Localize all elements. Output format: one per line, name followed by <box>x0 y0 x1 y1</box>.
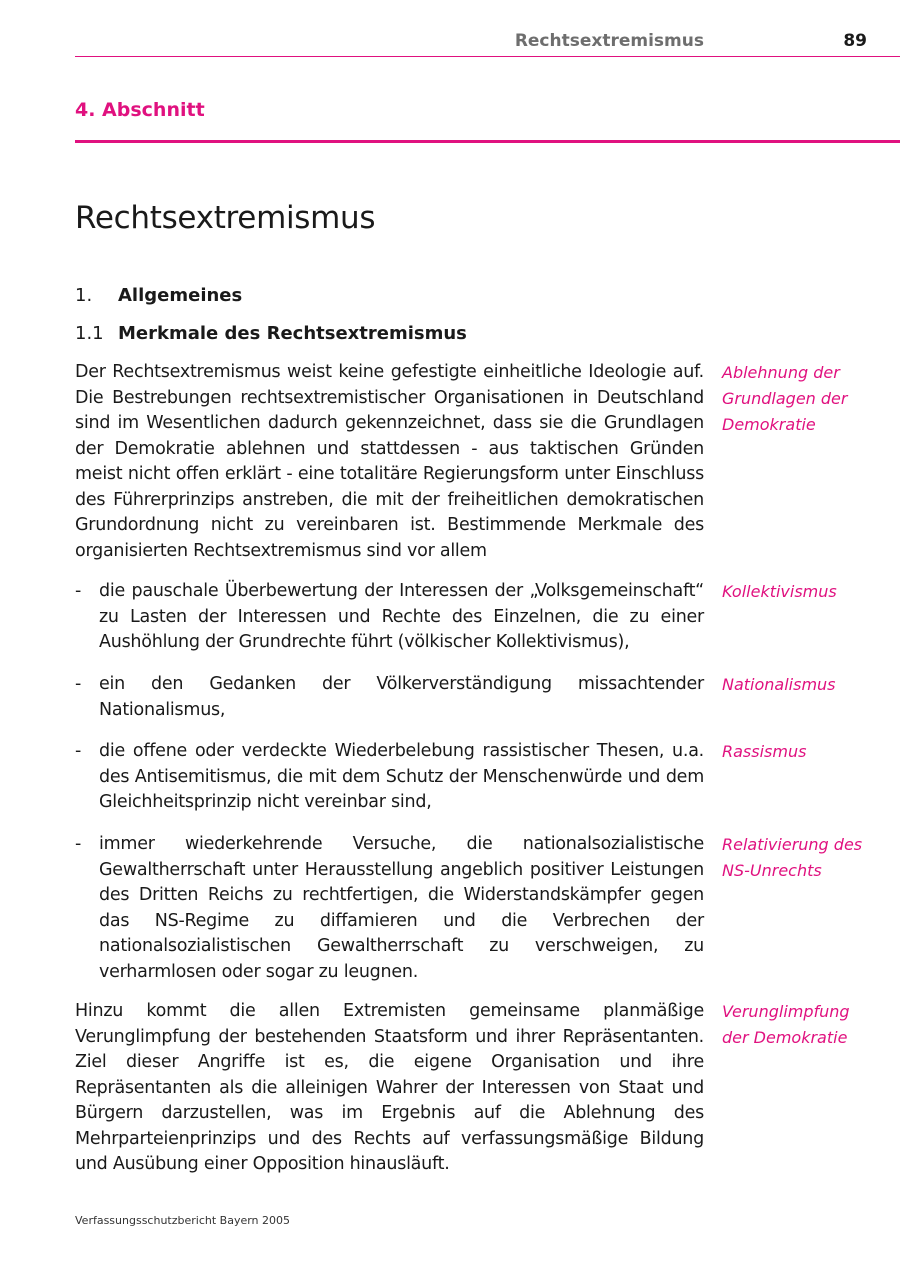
heading-allgemeines <box>75 285 242 306</box>
margin-note-relativierung: Relativierung des NS-Unrechts <box>722 835 863 880</box>
bullet-dash: - <box>75 581 82 601</box>
margin-note-rassismus: Rassismus <box>722 742 807 761</box>
bullet-dash: - <box>75 834 82 854</box>
closing-paragraph: Hinzu kommt die allen Extremisten gemeinsame planmäßige Verunglimpfung der bestehenden Staatsform und ihrer Repräsentanten. Ziel dieser Angriffe ist es, die eigene Organisation und ihre Repräsentanten als die alleinigen Wahrer der Interessen von Staat und Bürgern darzustellen, was im Ergebnis auf die Ablehnung des Mehrparteienprinzips und des Rechts auf verfassungsmäßige Bildung und Ausübung einer Opposition hinausläuft. <box>75 1001 704 1174</box>
bullet-text: die offene oder verdeckte Wiederbelebung rassistischer Thesen, u.a. des Antisemitismus, die mit dem Schutz der Menschenwürde und dem Gleichheitsprinzip nicht vereinbar sind, <box>99 741 704 812</box>
running-title: Rechtsextremismus <box>514 31 704 51</box>
heading-number: 1. <box>75 285 93 306</box>
section-divider <box>75 140 900 143</box>
heading-title: Merkmale des Rechtsextremismus <box>118 323 467 344</box>
list-item <box>75 832 704 985</box>
bullet-dash: - <box>75 741 82 761</box>
running-header <box>75 30 900 57</box>
section-label: 4. Abschnitt <box>75 99 205 121</box>
heading-number: 1.1 <box>75 323 104 344</box>
margin-note-intro: Ablehnung der Grundlagen der Demokratie <box>722 363 848 434</box>
margin-note-nationalismus: Nationalismus <box>722 675 836 694</box>
intro-paragraph-block <box>75 360 704 564</box>
bullet-dash: - <box>75 674 82 694</box>
intro-paragraph: Der Rechtsextremismus weist keine gefestigte einheitliche Ideologie auf. Die Bestrebungen rechtsextremistischer Organisationen in Deutschland sind im Wesentlichen dadurch gekennzeichnet, dass sie die Grundlagen der Demokratie ablehnen und stattdessen - aus taktischen Gründen meist nicht offen erklärt - eine totalitäre Regierungsform unter Einschluss des Führerprinzips anstreben, die mit der freiheitlichen demokratischen Grundordnung nicht zu vereinbaren ist. Bestimmende Merkmale des organisierten Rechtsextremismus sind vor allem <box>75 362 704 561</box>
heading-title: Allgemeines <box>118 285 243 306</box>
list-item <box>75 672 704 723</box>
heading-merkmale <box>75 323 467 344</box>
bullet-text: ein den Gedanken der Völkerverständigung missachtender Nationalismus, <box>99 674 704 720</box>
bullet-text: immer wiederkehrende Versuche, die nationalsozialistische Gewaltherrschaft unter Herausstellung angeblich positiver Leistungen des Dritten Reichs zu rechtfertigen, die Widerstandskämpfer gegen das NS-Regime zu diffamieren und die Verbrechen der nationalsozialistischen Gewaltherrschaft zu verschweigen, zu verharmlosen oder sogar zu leugnen. <box>99 834 704 982</box>
list-item <box>75 579 704 656</box>
closing-paragraph-block <box>75 999 704 1178</box>
page-number: 89 <box>843 31 867 51</box>
margin-note-kollektivismus: Kollektivismus <box>722 582 837 601</box>
bullet-text: die pauschale Überbewertung der Interessen der „Volksgemeinschaft“ zu Lasten der Interessen und Rechte des Einzelnen, die zu einer Aushöhlung der Grundrechte führt (völkischer Kollektivismus), <box>99 581 704 652</box>
margin-note-verunglimpfung: Verunglimpfung der Demokratie <box>722 1002 850 1047</box>
chapter-title: Rechtsextremismus <box>75 200 376 236</box>
list-item <box>75 739 704 816</box>
page-footer: Verfassungsschutzbericht Bayern 2005 <box>75 1214 291 1227</box>
